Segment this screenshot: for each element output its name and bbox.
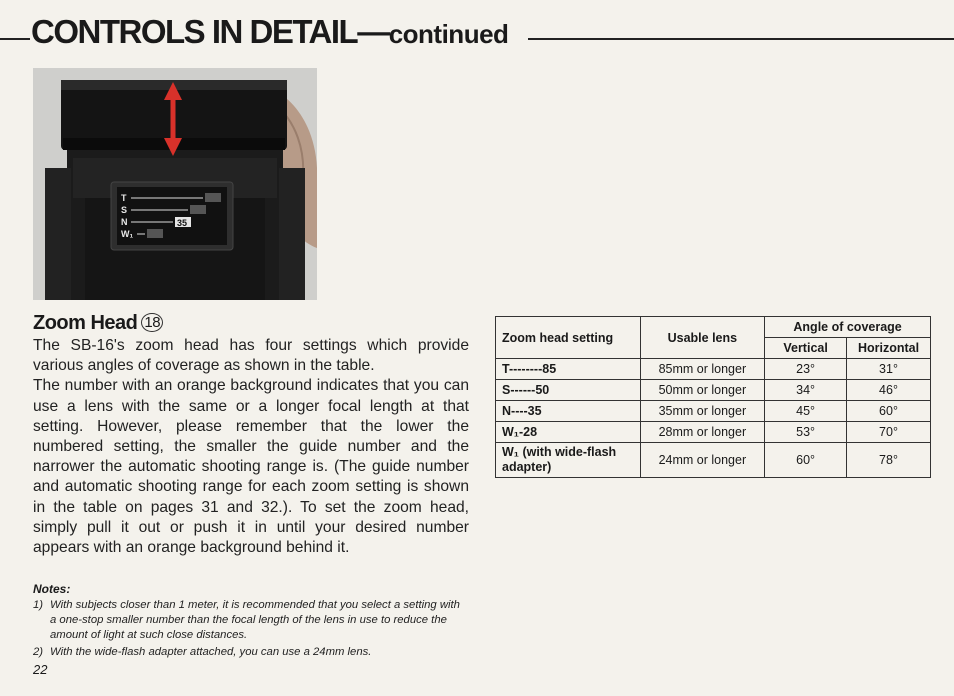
notes-title: Notes: bbox=[33, 582, 71, 596]
paragraph: The number with an orange background indicates that you can use a lens with the same or a longer focal length at that setting. However, please remember that the lower the numbered setting, the smaller the guide number and the narrower the automatic shooting range is. (The guide number and automatic shooting range for each zoom setting is shown in the table on pages 31 and 32.). To set the zoom head, simply pull it out or push it in until your desired number appears with an orange background behind it. bbox=[33, 377, 469, 557]
section-title bbox=[33, 312, 163, 335]
table-cell: 31° bbox=[847, 359, 931, 380]
table-cell: 35mm or longer bbox=[640, 401, 765, 422]
note-item bbox=[33, 598, 469, 643]
table-cell: T--------85 bbox=[496, 359, 641, 380]
table-cell: 46° bbox=[847, 380, 931, 401]
table-cell: 45° bbox=[765, 401, 847, 422]
page-header bbox=[31, 12, 508, 54]
table-cell: 60° bbox=[847, 401, 931, 422]
svg-text:W₁: W₁ bbox=[121, 229, 134, 239]
table-cell: 78° bbox=[847, 443, 931, 478]
note-text: With subjects closer than 1 meter, it is recommended that you select a setting with a one-stop smaller number than the focal length of the lens in use to reduce the amount of light at such close distances. bbox=[50, 599, 460, 641]
table-cell: 34° bbox=[765, 380, 847, 401]
svg-text:T: T bbox=[121, 193, 127, 203]
header-continued: continued bbox=[388, 19, 509, 49]
table-cell: 53° bbox=[765, 422, 847, 443]
table-cell: 60° bbox=[765, 443, 847, 478]
note-number: 2) bbox=[33, 646, 44, 658]
note-number: 1) bbox=[33, 599, 44, 611]
header-cell: Usable lens bbox=[640, 317, 765, 359]
page-number: 22 bbox=[33, 662, 48, 677]
table-header-row bbox=[496, 317, 931, 338]
table-cell: 28mm or longer bbox=[640, 422, 765, 443]
header-title: CONTROLS IN DETAIL bbox=[31, 13, 358, 50]
table-row bbox=[496, 380, 931, 401]
section-title-text: Zoom Head bbox=[33, 312, 138, 334]
header-dash: — bbox=[357, 13, 389, 50]
table-cell: 24mm or longer bbox=[640, 443, 765, 478]
header-cell: Zoom head setting bbox=[496, 317, 641, 359]
header-cell: Angle of coverage bbox=[765, 317, 931, 338]
table-cell: W₁-28 bbox=[496, 422, 641, 443]
zoom-head-photo bbox=[33, 68, 317, 300]
section-body bbox=[33, 336, 469, 558]
zoom-head-illustration bbox=[33, 68, 317, 300]
header-rule-left bbox=[0, 38, 30, 40]
svg-text:N: N bbox=[121, 217, 128, 227]
table-cell: 70° bbox=[847, 422, 931, 443]
section-ref-number: 18 bbox=[141, 313, 163, 332]
paragraph: The SB-16's zoom head has four settings which provide various angles of coverage as shown in the table. bbox=[33, 337, 469, 375]
table-cell: 50mm or longer bbox=[640, 380, 765, 401]
note-item bbox=[33, 645, 469, 660]
table-cell: W₁ (with wide-flash adapter) bbox=[496, 443, 641, 478]
header-cell: Horizontal bbox=[847, 338, 931, 359]
table-cell: N----35 bbox=[496, 401, 641, 422]
table-cell: 23° bbox=[765, 359, 847, 380]
table-cell: 85mm or longer bbox=[640, 359, 765, 380]
table-row bbox=[496, 443, 931, 478]
svg-text:35: 35 bbox=[177, 218, 188, 228]
header-cell: Vertical bbox=[765, 338, 847, 359]
note-text: With the wide-flash adapter attached, you can use a 24mm lens. bbox=[50, 646, 372, 658]
table-cell: S------50 bbox=[496, 380, 641, 401]
table-row bbox=[496, 422, 931, 443]
zoom-settings-table bbox=[495, 316, 931, 478]
table-row bbox=[496, 401, 931, 422]
table-row bbox=[496, 359, 931, 380]
header-rule-right bbox=[528, 38, 954, 40]
svg-text:S: S bbox=[121, 205, 128, 215]
